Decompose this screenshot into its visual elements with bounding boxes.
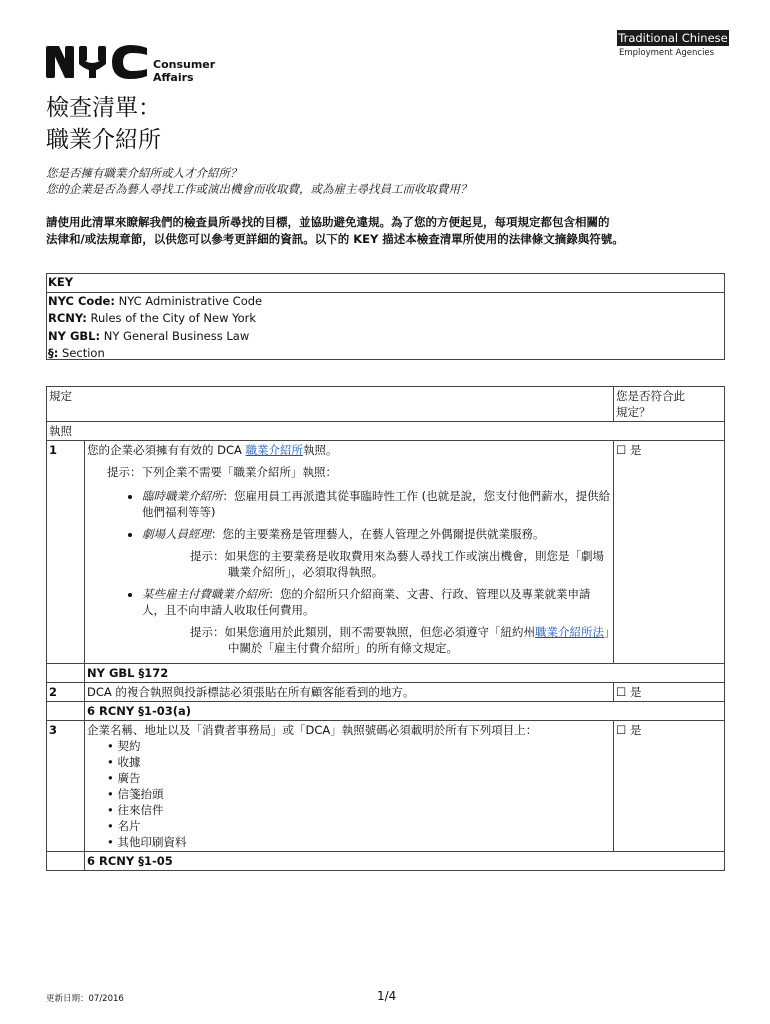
comply-checkbox[interactable]: ☐ 是 [614, 721, 725, 852]
law-citation: NY GBL §172 [85, 664, 725, 683]
rule-number: 2 [47, 683, 85, 702]
table-row [47, 683, 725, 702]
law-row [47, 664, 725, 683]
key-row: NY GBL: NY General Business Law [48, 328, 250, 343]
law-citation: 6 RCNY §1-05 [85, 852, 725, 871]
table-header-row [47, 387, 725, 422]
list-item: • 信箋抬頭 [107, 786, 611, 802]
key-box [46, 273, 725, 360]
checklist-table [46, 386, 725, 871]
language-badge: Traditional Chinese [618, 31, 728, 45]
category-label: Employment Agencies [619, 48, 715, 58]
rule-text: 企業名稱、地址以及「消費者事務局」或「DCA」執照號碼必須載明於所有下列項目上： • 契約 • 收據 • 廣告 • 信箋抬頭 • 往來信件 • 名片 • 其他印刷資料 [85, 721, 614, 852]
key-row: §: Section [48, 346, 105, 360]
list-item: • 劇場人員經理：您的主要業務是管理藝人，在藝人管理之外偶爾提供就業服務。 提示：如果您的主要業務是收取費用來為藝人尋找工作或演出機會，則您是「劇場職業介紹所」，必須取得執照。 [142, 526, 611, 580]
key-row: NYC Code: NYC Administrative Code [48, 293, 263, 308]
rule-text: DCA 的複合執照與投訴標誌必須張貼在所有顧客能看到的地方。 [85, 683, 614, 702]
list-item: • 收據 [107, 754, 611, 770]
list-item: • 契約 [107, 738, 611, 754]
law-row [47, 702, 725, 721]
law-row [47, 852, 725, 871]
section-license: 執照 [47, 422, 725, 441]
list-item: • 名片 [107, 818, 611, 834]
comply-checkbox[interactable]: ☐ 是 [614, 441, 725, 664]
page-number: 1/4 [377, 989, 397, 1003]
nyc-logo [46, 44, 148, 80]
key-row: RCNY: Rules of the City of New York [48, 311, 257, 325]
instructions: 請使用此清單來瞭解我們的檢查員所尋找的目標，並協助避免違規。為了您的方便起見，每項規定都包含相關的 法律和/或法規章節，以供您可以參考更詳細的資訊。以下的 KEY 描述本檢查清單所使用的法律條文摘錄與符號。 [46, 215, 624, 246]
col-comply-header: 您是否符合此 規定？ [614, 387, 725, 422]
law-link[interactable]: 職業介紹所法 [535, 625, 604, 639]
list-item: • 廣告 [107, 770, 611, 786]
page-title: 檢查清單： 職業介紹所 [46, 95, 161, 153]
rule-number: 1 [47, 441, 85, 664]
list-item: • 臨時職業介紹所：您雇用員工再派遣其從事臨時性工作 (也就是說，您支付他們薪水，提供給他們福利等等) [142, 488, 611, 520]
key-header: KEY [47, 274, 724, 293]
table-row [47, 441, 725, 664]
list-item: • 其他印刷資料 [107, 834, 611, 850]
section-row [47, 422, 725, 441]
rule-number: 3 [47, 721, 85, 852]
list-item: • 某些雇主付費職業介紹所：您的介紹所只介紹商業、文書、行政、管理以及專業就業申請人，且不向申請人收取任何費用。 提示：如果您適用於此類別，則不需要執照，但您必須遵守「紐約州職業介紹所法」中關於「雇主付費介紹所」的所有條文規定。 [142, 586, 611, 656]
update-date: 更新日期：07/2016 [46, 994, 124, 1004]
agency-name: Consumer Affairs [153, 58, 216, 84]
table-row [47, 721, 725, 852]
comply-checkbox[interactable]: ☐ 是 [614, 683, 725, 702]
list-item: • 往來信件 [107, 802, 611, 818]
agency-link[interactable]: 職業介紹所 [245, 443, 304, 457]
intro-questions: 您是否擁有職業介紹所或人才介紹所？ 您的企業是否為藝人尋找工作或演出機會而收取費，或為雇主尋找員工而收取費用？ [46, 166, 472, 196]
col-rule-header: 規定 [47, 387, 614, 422]
law-citation: 6 RCNY §1-03(a) [85, 702, 725, 721]
rule-text: 您的企業必須擁有有效的 DCA 職業介紹所執照。 提示：下列企業不需要「職業介紹所」執照： • 臨時職業介紹所：您雇用員工再派遣其從事臨時性工作 (也就是說，您支付他們薪水，提供給他們福利等等) • 劇場人員經理：您的主要業務是管理藝人，在藝人管理之外偶爾提供就業服務。 提示：如果您的主要業務是收取費用來為藝人尋找工作或演出機會，則您是「劇場職業介紹所」，必須取得執照。 • 某些雇主付費職業介紹所：您的介紹所只介紹商業、文書、行政、管理以及專業就業申請人，且不向申請人收取任何費用。 提示：如果您適用於此類別，則不需要執照，但您必須遵守「紐約州職業介紹所法」中關於「雇主付費介紹所」的所有條文規定。 [85, 441, 614, 664]
